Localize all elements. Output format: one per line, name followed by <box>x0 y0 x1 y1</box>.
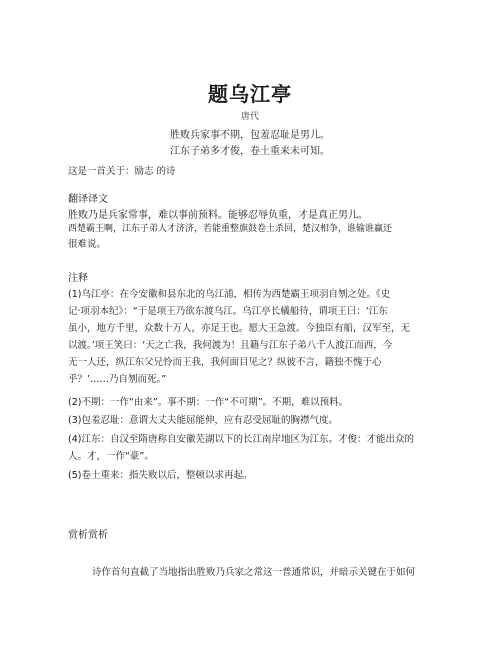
note-1-line: (1)乌江亭：在今安徽和县东北的乌江浦，相传为西楚霸王项羽自刎之处。《史 <box>68 289 391 300</box>
poem-topic: 这是一首关于：励志 的诗 <box>68 166 176 177</box>
note-1-line: 以渡。’项王笑曰：‘天之亡我，我何渡为！且籍与江东子弟八千人渡江而西，今 <box>68 340 393 351</box>
translation-line-2: 西楚霸王啊，江东子弟人才济济，若能重整旗鼓卷土杀回，楚汉相争，谁输谁赢还 <box>68 224 393 234</box>
appreciation-text: 诗作首句直截了当地指出胜败乃兵家之常这一普通常识，并暗示关键在于如何 <box>92 567 416 578</box>
notes-heading: 注释 <box>68 273 88 284</box>
poem-title: 题乌江亭 <box>208 82 292 106</box>
note-3: (3)包羞忍耻：意谓大丈夫能屈能伸，应有忍受屈耻的胸襟气度。 <box>68 415 338 426</box>
poem-dynasty: 唐代 <box>240 112 259 122</box>
poem-line-1: 胜败兵家事不期，包羞忍耻是男儿。 <box>170 130 330 141</box>
note-4-line: 人。才，一作“豪”。 <box>68 451 154 462</box>
note-1 <box>68 286 438 388</box>
note-4-line: (4)江东：自汉至隋唐称自安徽芜湖以下的长江南岸地区为江东。才俊：才能出众的 <box>68 434 414 445</box>
note-2: (2)不期：一作“由来”。事不期：一作“不可期”。不期，难以预料。 <box>68 397 349 408</box>
note-1-line: 虽小，地方千里，众数十万人，亦足王也。愿大王急渡。今独臣有船，汉军至，无 <box>68 323 411 334</box>
translation-line-3: 很难说。 <box>68 239 107 250</box>
note-1-line: 乎？’……乃自刎而死。” <box>68 374 167 385</box>
translation-line-1: 胜败乃是兵家常事，难以事前预料。能够忍辱负重，才是真正男儿。 <box>68 210 368 221</box>
appreciation-heading: 赏析赏析 <box>68 530 108 541</box>
note-5: (5)卷土重来：指失败以后，整顿以求再起。 <box>68 470 253 481</box>
translation-heading: 翻译译文 <box>68 194 108 205</box>
note-4 <box>68 431 438 465</box>
poem-line-2: 江东子弟多才俊，卷土重来未可知。 <box>170 146 330 157</box>
note-1-line: 无一人还，纵江东父兄怜而王我，我何面目见之？纵彼不言，籍独不愧于心 <box>68 357 382 368</box>
note-1-line: 记·项羽本纪》：“于是项王乃欲东渡乌江。乌江亭长檥船待，谓项王曰：‘江东 <box>68 306 388 317</box>
